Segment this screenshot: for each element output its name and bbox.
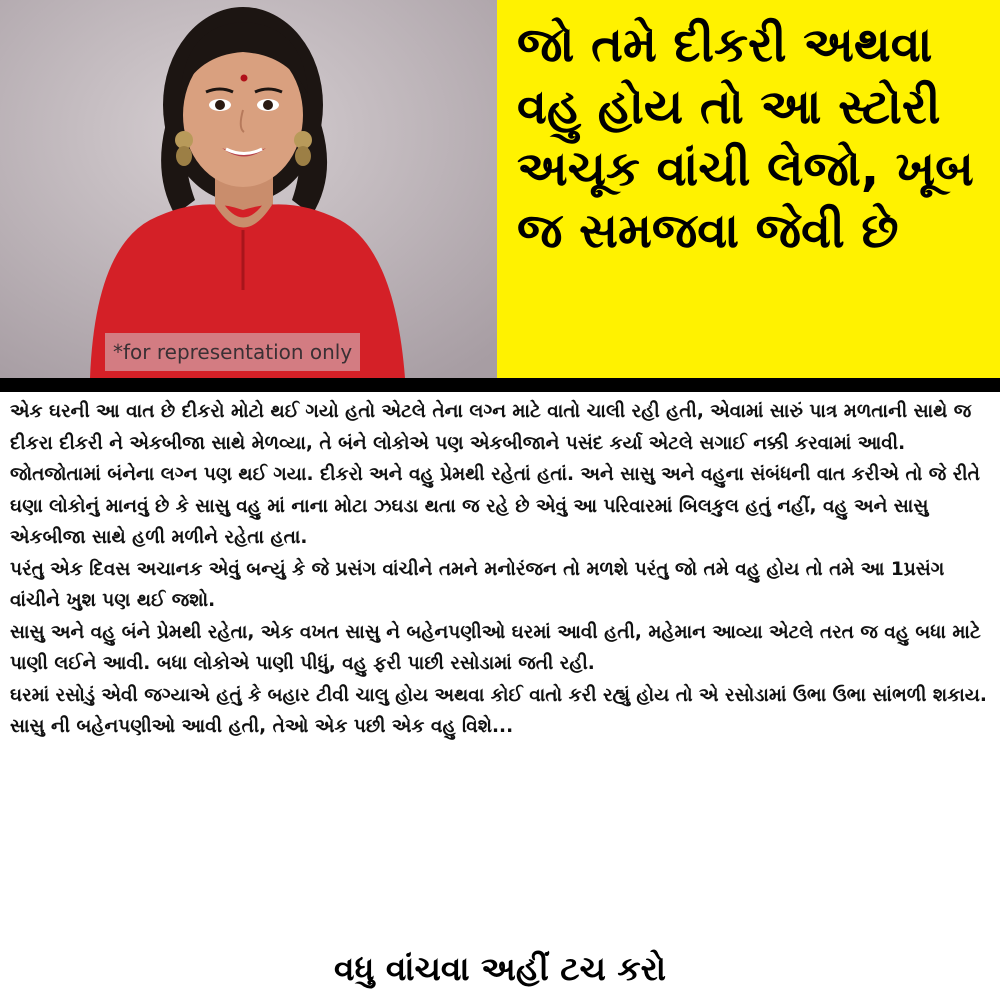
article-paragraph: એક ઘરની આ વાત છે દીકરો મોટો થઈ ગયો હતો એટલે તેના લગ્ન માટે વાતો ચાલી રહી હતી, એવામાં સારું પાત્ર મળતાની સાથે જ દીકરા દીકરી ને એકબીજા સાથે મેળવ્યા, તે બંને લોકોએ પણ એકબીજાને પસંદ કર્યા એટલે સગાઈ નક્કી કરવામાં આવી. [10, 401, 972, 454]
representation-photo [0, 0, 497, 378]
black-divider [0, 378, 1000, 392]
headline-panel [497, 0, 1000, 378]
woman-portrait-illustration [0, 0, 497, 378]
article-paragraph: જોતજોતામાં બંનેના લગ્ન પણ થઈ ગયા. દીકરો અને વહુ પ્રેમથી રહેતાં હતાં. અને સાસુ અને વહુના સંબંધની વાત કરીએ તો જે રીતે ઘણા લોકોનું માનવું છે કે સાસુ વહુ માં નાના મોટા ઝઘડા થતા જ રહે છે એવું આ પરિવારમાં બિલકુલ હતું નહીં, વહુ અને સાસુ એકબીજા સાથે હળી મળીને રહેતા હતા. [10, 464, 980, 548]
article-paragraph: પરંતુ એક દિવસ અચાનક એવું બન્યું કે જે પ્રસંગ વાંચીને તમને મનોરંજન તો મળશે પરંતુ જો તમે વહુ હોય તો તમે આ 1પ્રસંગ વાંચીને ખુશ પણ થઈ જશો. [10, 558, 945, 611]
headline-title: જો તમે દીકરી અથવા વહુ હોય તો આ સ્ટોરી અચૂક વાંચી લેજો, ખૂબ જ સમજવા જેવી છે [517, 17, 974, 259]
article-paragraph: ઘરમાં રસોડું એવી જગ્યાએ હતું કે બહાર ટીવી ચાલુ હોય અથવા કોઈ વાતો કરી રહ્યું હોય તો એ રસોડામાં ઉભા ઉભા સાંભળી શકાય. સાસુ ની બહેનપણીઓ આવી હતી, તેઓ એક પછી એક વહુ વિશે... [10, 684, 987, 737]
article-paragraph: સાસુ અને વહુ બંને પ્રેમથી રહેતા, એક વખત સાસુ ને બહેનપણીઓ ઘરમાં આવી હતી, મહેમાન આવ્યા એટલે તરત જ વહુ બધા માટે પાણી લઈને આવી. બધા લોકોએ પાણી પીધું, વહુ ફરી પાછી રસોડામાં જતી રહી. [10, 621, 981, 674]
read-more-link[interactable]: વધુ વાંચવા અહીં ટચ કરો [334, 949, 666, 988]
article-body [10, 396, 992, 743]
representation-caption: *for representation only [105, 333, 360, 371]
